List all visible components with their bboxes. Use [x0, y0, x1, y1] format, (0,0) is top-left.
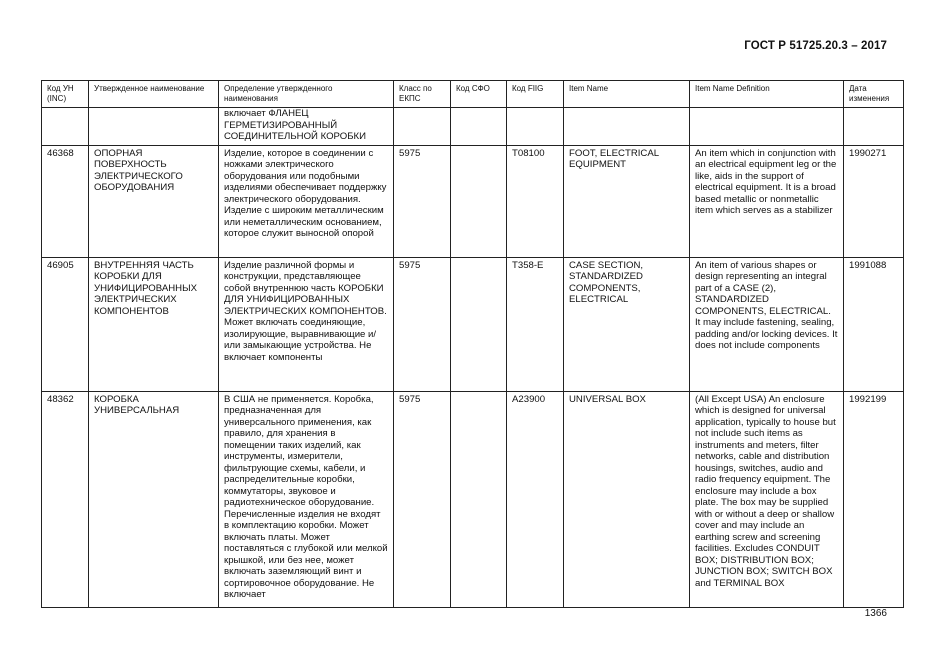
cell-item-def: [690, 108, 844, 146]
cell-date: 1990271: [844, 145, 904, 257]
table-row: [42, 257, 904, 391]
cell-definition: В США не применяется. Коробка, предназначенная для универсального применения, как правило, для хранения в помещении таких изделий, как инструменты, измерители, фильтрующие схемы, кабели, и распределительные коробки, коммутаторы, звуковое и радиотехническое оборудование. Перечисленные изделия не входят в комплектацию коробки. Может включать платы. Может поставляться с глубокой или мелкой крышкой, или без нее, может включать заземляющий винт и сортировочное оборудование. Не включает: [219, 391, 394, 607]
cell-name: ВНУТРЕННЯЯ ЧАСТЬ КОРОБКИ ДЛЯ УНИФИЦИРОВАННЫХ ЭЛЕКТРИЧЕСКИХ КОМПОНЕНТОВ: [89, 257, 219, 391]
document-title: ГОСТ Р 51725.20.3 – 2017: [744, 40, 887, 52]
cell-fiig: A23900: [507, 391, 564, 607]
cell-ekps: 5975: [394, 145, 451, 257]
cell-item-name: [564, 108, 690, 146]
cell-fiig: T08100: [507, 145, 564, 257]
cell-sfo: [451, 391, 507, 607]
cell-inc: [42, 108, 89, 146]
cell-name: [89, 108, 219, 146]
cell-ekps: 5975: [394, 391, 451, 607]
cell-inc: 46905: [42, 257, 89, 391]
cell-item-name: FOOT, ELECTRICAL EQUIPMENT: [564, 145, 690, 257]
cell-fiig: T358-E: [507, 257, 564, 391]
table-row: [42, 391, 904, 607]
cell-definition: включает ФЛАНЕЦ ГЕРМЕТИЗИРОВАННЫЙ СОЕДИНИТЕЛЬНОЙ КОРОБКИ: [219, 108, 394, 146]
cell-inc: 46368: [42, 145, 89, 257]
cell-name: КОРОБКА УНИВЕРСАЛЬНАЯ: [89, 391, 219, 607]
col-header-item-name-definition: Item Name Definition: [690, 81, 844, 108]
cell-date: [844, 108, 904, 146]
cell-sfo: [451, 108, 507, 146]
cell-item-def: An item of various shapes or design representing an integral part of a CASE (2), STANDARDIZED COMPONENTS, ELECTRICAL. It may include fastening, sealing, padding and/or locking devices. It does not include components: [690, 257, 844, 391]
cell-name: ОПОРНАЯ ПОВЕРХНОСТЬ ЭЛЕКТРИЧЕСКОГО ОБОРУДОВАНИЯ: [89, 145, 219, 257]
cell-fiig: [507, 108, 564, 146]
cell-sfo: [451, 257, 507, 391]
col-header-definition: Определение утвержденного наименования: [219, 81, 394, 108]
col-header-approved-name: Утвержденное наименование: [89, 81, 219, 108]
cell-date: 1991088: [844, 257, 904, 391]
table-header-row: [42, 81, 904, 108]
cell-inc: 48362: [42, 391, 89, 607]
cell-ekps: [394, 108, 451, 146]
cell-date: 1992199: [844, 391, 904, 607]
col-header-sfo-code: Код СФО: [451, 81, 507, 108]
cell-ekps: 5975: [394, 257, 451, 391]
page-number: 1366: [864, 608, 887, 619]
col-header-ekps-class: Класс по ЕКПС: [394, 81, 451, 108]
cell-item-def: (All Except USA) An enclosure which is designed for universal application, typically to house but not include such items as instruments and meters, filter networks, cable and distribution housings, switches, audio and radio frequency equipment. The enclosure may include a box plate. The box may be supplied with or without a deep or shallow cover and may include an earthing screw and screening facilities. Excludes CONDUIT BOX; DISTRIBUTION BOX; JUNCTION BOX; SWITCH BOX and TERMINAL BOX: [690, 391, 844, 607]
col-header-item-name: Item Name: [564, 81, 690, 108]
catalog-table: [41, 80, 904, 608]
col-header-inc: Код УН (INC): [42, 81, 89, 108]
table-row: [42, 145, 904, 257]
cell-item-def: An item which in conjunction with an electrical equipment leg or the like, aids in the support of electrical equipment. It is a broad based metallic or nonmetallic item which serves as a stabilizer: [690, 145, 844, 257]
cell-item-name: CASE SECTION, STANDARDIZED COMPONENTS, ELECTRICAL: [564, 257, 690, 391]
cell-sfo: [451, 145, 507, 257]
cell-definition: Изделие различной формы и конструкции, представляющее собой внутреннюю часть КОРОБКИ ДЛЯ УНИФИЦИРОВАННЫХ ЭЛЕКТРИЧЕСКИХ КОМПОНЕНТОВ. Может включать соединяющие, изолирующие, выравнивающие и/или замыкающие устройства. Не включает компоненты: [219, 257, 394, 391]
col-header-fiig-code: Код FIIG: [507, 81, 564, 108]
cell-item-name: UNIVERSAL BOX: [564, 391, 690, 607]
table-row: [42, 108, 904, 146]
cell-definition: Изделие, которое в соединении с ножками электрического оборудования или подобными изделиями обеспечивает поддержку электрического оборудования. Изделие с широким металлическим или неметаллическим основанием, которое служит выносной опорой: [219, 145, 394, 257]
col-header-change-date: Дата изменения: [844, 81, 904, 108]
